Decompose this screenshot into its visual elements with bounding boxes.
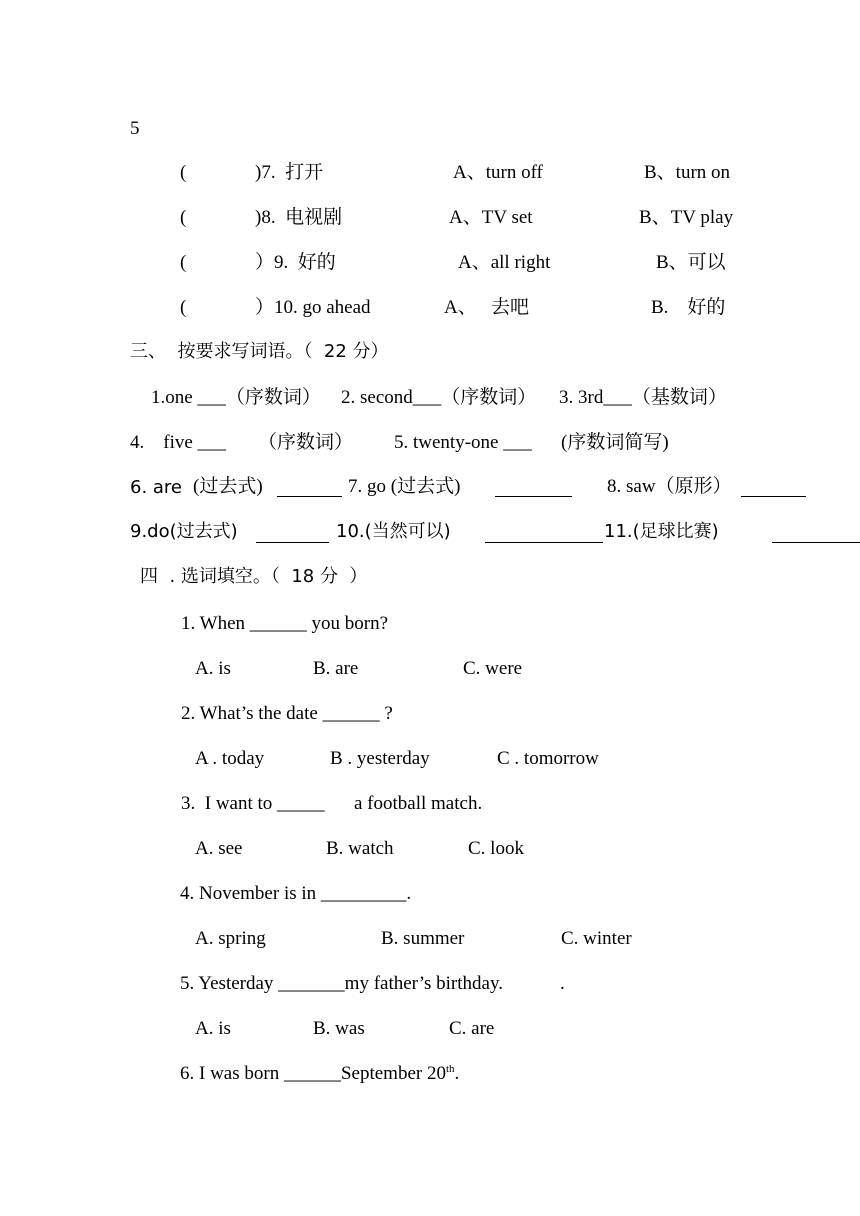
answer-paren: ( xyxy=(180,297,187,318)
question-1: 1. When ______ you born? xyxy=(181,613,389,634)
question-2: 2. What’s the date ______ ? xyxy=(181,703,393,724)
option-c: C. look xyxy=(468,838,524,859)
hint-ordinal-short: (序数词简写) xyxy=(561,432,669,453)
answer-blank[interactable] xyxy=(277,481,342,497)
question-go: 7. go (过去式) xyxy=(348,476,461,497)
answer-blank[interactable] xyxy=(741,481,806,497)
answer-paren: ( xyxy=(180,252,187,273)
stray-period: . xyxy=(560,973,565,994)
option-a: A、all right xyxy=(458,252,551,273)
page-number: 5 xyxy=(130,118,140,139)
option-b: B. summer xyxy=(381,928,465,949)
option-a: A. is xyxy=(195,1018,231,1039)
question-6 xyxy=(180,1064,459,1083)
answer-paren: ( xyxy=(180,207,187,228)
answer-blank[interactable] xyxy=(256,527,329,543)
option-a: A. is xyxy=(195,658,231,679)
section-3-title: 三、 按要求写词语。（ 22 分） xyxy=(130,341,389,362)
option-b: B . yesterday xyxy=(330,748,430,769)
option-a: A、turn off xyxy=(453,162,543,183)
matching-item-8: )8. 电视剧 xyxy=(255,207,343,228)
option-b: B. watch xyxy=(326,838,394,859)
option-b: B. are xyxy=(313,658,359,679)
option-b: B、可以 xyxy=(656,252,726,273)
question-3-end: a football match. xyxy=(354,793,483,814)
option-a: A、 去吧 xyxy=(444,297,529,318)
option-c: C. winter xyxy=(561,928,632,949)
question-are: 6. are xyxy=(130,477,183,498)
question-4: 4. November is in _________. xyxy=(180,883,412,904)
question-3: 3. I want to _____ xyxy=(181,793,325,814)
matching-item-7: )7. 打开 xyxy=(255,162,324,183)
question-twenty-one: 5. twenty-one ___ xyxy=(394,432,532,453)
matching-item-9: ）9. 好的 xyxy=(255,252,336,273)
option-c: C. were xyxy=(463,658,523,679)
option-b: B、turn on xyxy=(644,162,731,183)
option-a: A. spring xyxy=(195,928,266,949)
question-6-end: . xyxy=(454,1063,460,1084)
answer-blank[interactable] xyxy=(495,481,572,497)
question-ordinal-1: 1.one ___（序数词） xyxy=(151,387,321,408)
answer-blank[interactable] xyxy=(772,527,860,543)
question-of-course: 10.(当然可以) xyxy=(336,521,451,542)
option-a: A . today xyxy=(195,748,265,769)
answer-paren: ( xyxy=(180,162,187,183)
section-4-title: 四 . 选词填空。（ 18 分 ） xyxy=(140,566,368,587)
question-five: 4. five ___ xyxy=(130,432,227,453)
ordinal-suffix: th xyxy=(445,1063,455,1075)
option-b: B. 好的 xyxy=(651,297,726,318)
question-cardinal-3: 3. 3rd___（基数词） xyxy=(559,387,727,408)
answer-blank[interactable] xyxy=(485,527,603,543)
question-do: 9.do(过去式) xyxy=(130,521,238,542)
question-football-match: 11.(足球比赛) xyxy=(604,521,719,542)
option-c: C . tomorrow xyxy=(497,748,599,769)
matching-item-10: ）10. go ahead xyxy=(255,297,371,318)
option-b: B、TV play xyxy=(639,207,734,228)
question-5: 5. Yesterday _______my father’s birthday. xyxy=(180,973,503,994)
hint-past-tense: (过去式) xyxy=(193,476,263,497)
option-a: A. see xyxy=(195,838,243,859)
question-saw: 8. saw（原形） xyxy=(607,476,732,497)
question-6-text: 6. I was born ______September 20 xyxy=(180,1063,446,1084)
option-a: A、TV set xyxy=(449,207,533,228)
option-c: C. are xyxy=(449,1018,495,1039)
hint-ordinal: （序数词） xyxy=(258,432,354,453)
question-ordinal-2: 2. second___（序数词） xyxy=(341,387,537,408)
option-b: B. was xyxy=(313,1018,365,1039)
